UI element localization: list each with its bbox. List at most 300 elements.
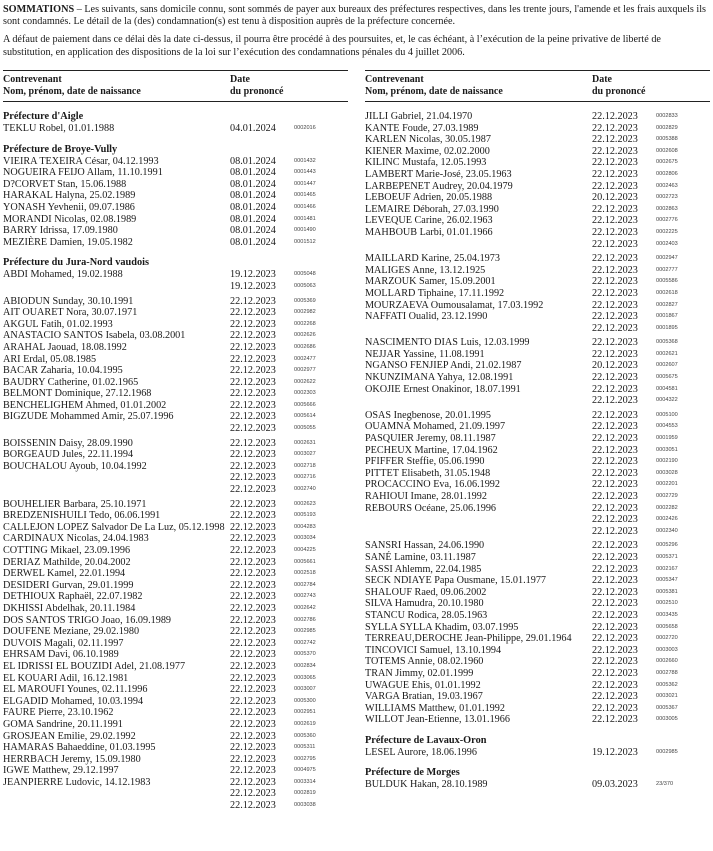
judgement-list bbox=[592, 111, 710, 123]
reference-number: 0001867 bbox=[656, 313, 678, 320]
contrevenant-name: ARI Erdal, 05.08.1985 bbox=[3, 353, 97, 365]
table-row bbox=[3, 696, 348, 708]
judgement-list bbox=[230, 510, 348, 522]
judgement-list bbox=[592, 479, 710, 491]
contrevenant-name: OKOJIE Ernest Onakinor, 18.07.1991 bbox=[365, 383, 521, 395]
reference-number: 0002716 bbox=[294, 474, 316, 481]
contrevenant-name: BARRY Idrissa, 17.09.1980 bbox=[3, 225, 118, 237]
judgement-item bbox=[230, 696, 348, 708]
table-row bbox=[365, 598, 710, 610]
judgement-date: 22.12.2023 bbox=[230, 742, 276, 754]
table-row bbox=[3, 449, 348, 461]
reference-number: 0003435 bbox=[656, 611, 678, 618]
judgement-list bbox=[592, 157, 710, 169]
contrevenant-name: YONASH Yevhenii, 09.07.1986 bbox=[3, 201, 135, 213]
reference-number: 0002190 bbox=[656, 458, 678, 465]
judgement-item bbox=[592, 468, 710, 480]
reference-number: 0005048 bbox=[294, 271, 316, 278]
judgement-list bbox=[592, 491, 710, 503]
table-row bbox=[3, 754, 348, 766]
reference-number: 0001490 bbox=[294, 227, 316, 234]
contrevenant-name: DERWEL Kamel, 22.01.1994 bbox=[3, 568, 126, 580]
judgement-item bbox=[230, 742, 348, 754]
judgement-date: 08.01.2024 bbox=[230, 213, 276, 225]
judgement-list bbox=[230, 765, 348, 777]
judgement-list bbox=[230, 354, 348, 366]
judgement-list bbox=[230, 742, 348, 754]
judgement-date: 22.12.2023 bbox=[592, 168, 638, 180]
table-row bbox=[365, 445, 710, 457]
table-row bbox=[3, 461, 348, 496]
judgement-date: 22.12.2023 bbox=[592, 667, 638, 679]
reference-number: 0005360 bbox=[294, 732, 316, 739]
reference-number: 0002720 bbox=[656, 635, 678, 642]
contrevenant-name: DETHIOUX Raphaël, 22.07.1982 bbox=[3, 591, 143, 603]
contrevenant-name: DOUFENE Meziane, 29.02.1980 bbox=[3, 626, 140, 638]
table-row bbox=[365, 575, 710, 587]
contrevenant-name: LAMBERT Marie-José, 23.05.1963 bbox=[365, 168, 512, 180]
judgement-list bbox=[230, 296, 348, 308]
judgement-item bbox=[230, 438, 348, 450]
table-row bbox=[3, 742, 348, 754]
judgement-list bbox=[592, 265, 710, 277]
judgement-date: 22.12.2023 bbox=[230, 753, 276, 765]
reference-number: 0002618 bbox=[656, 289, 678, 296]
judgement-list bbox=[230, 461, 348, 496]
judgement-list bbox=[592, 433, 710, 445]
table-row bbox=[3, 673, 348, 685]
judgement-date: 22.12.2023 bbox=[592, 299, 638, 311]
left-column bbox=[3, 70, 348, 815]
table-row bbox=[365, 633, 710, 645]
judgement-item bbox=[592, 337, 710, 349]
judgement-list bbox=[592, 204, 710, 216]
reference-number: 0002621 bbox=[656, 350, 678, 357]
contrevenant-name: IGWE Matthew, 29.12.1997 bbox=[3, 765, 119, 777]
judgement-date: 22.12.2023 bbox=[230, 510, 276, 522]
reference-number: 0002608 bbox=[656, 147, 678, 154]
reference-number: 0002795 bbox=[294, 755, 316, 762]
judgement-date: 22.12.2023 bbox=[592, 395, 638, 407]
reference-number: 0001447 bbox=[294, 180, 316, 187]
judgement-item bbox=[230, 214, 348, 226]
judgement-date: 22.12.2023 bbox=[230, 472, 276, 484]
judgement-list bbox=[230, 557, 348, 569]
contrevenant-name: PECHEUX Martine, 17.04.1962 bbox=[365, 444, 498, 456]
contrevenant-name: REBOURS Océane, 25.06.1996 bbox=[365, 502, 497, 514]
judgement-list bbox=[230, 202, 348, 214]
table-row bbox=[3, 400, 348, 412]
judgement-list bbox=[592, 123, 710, 135]
judgement-item bbox=[592, 276, 710, 288]
reference-number: 0002982 bbox=[294, 309, 316, 316]
table-row bbox=[365, 134, 710, 146]
judgement-list bbox=[592, 703, 710, 715]
judgement-list bbox=[230, 661, 348, 673]
judgement-item bbox=[230, 649, 348, 661]
contrevenant-name: SECK NDIAYE Papa Ousmane, 15.01.1977 bbox=[365, 575, 547, 587]
judgement-date: 22.12.2023 bbox=[230, 318, 276, 330]
contrevenant-name: FAURE Pierre, 23.10.1962 bbox=[3, 707, 114, 719]
contrevenant-name: JILLI Gabriel, 21.04.1970 bbox=[365, 111, 473, 122]
table-row bbox=[365, 123, 710, 135]
contrevenant-name: BORGEAUD Jules, 22.11.1994 bbox=[3, 449, 134, 461]
judgement-list bbox=[592, 503, 710, 538]
table-row bbox=[365, 192, 710, 204]
judgement-list bbox=[592, 410, 710, 422]
judgement-list bbox=[230, 179, 348, 191]
judgement-item bbox=[230, 179, 348, 191]
judgement-item bbox=[230, 800, 348, 812]
judgement-item bbox=[230, 190, 348, 202]
judgement-date: 22.12.2023 bbox=[592, 491, 638, 502]
table-row bbox=[3, 388, 348, 400]
judgement-item bbox=[230, 684, 348, 696]
judgement-date: 22.12.2023 bbox=[592, 180, 638, 192]
judgement-list bbox=[230, 411, 348, 434]
contrevenant-name: GROSJEAN Emilie, 29.02.1992 bbox=[3, 730, 136, 742]
judgement-item bbox=[592, 111, 710, 123]
table-row bbox=[365, 337, 710, 349]
judgement-date: 22.12.2023 bbox=[592, 337, 638, 349]
table-header bbox=[3, 71, 348, 102]
judgement-date: 22.12.2023 bbox=[592, 525, 638, 537]
table-row bbox=[365, 276, 710, 288]
contrevenant-name: LEMAIRE Déborah, 27.03.1990 bbox=[365, 203, 499, 215]
judgement-date: 22.12.2023 bbox=[592, 145, 638, 157]
right-column bbox=[365, 70, 710, 791]
judgement-date: 22.12.2023 bbox=[592, 409, 638, 421]
judgement-item bbox=[230, 522, 348, 534]
judgement-date: 22.12.2023 bbox=[592, 157, 638, 169]
reference-number: 0002623 bbox=[294, 500, 316, 507]
judgement-date: 22.12.2023 bbox=[592, 598, 638, 610]
reference-number: 0002619 bbox=[294, 720, 316, 727]
contrevenant-name: LEBOEUF Adrien, 20.05.1988 bbox=[365, 192, 493, 204]
reference-number: 0001465 bbox=[294, 192, 316, 199]
judgement-list bbox=[592, 598, 710, 610]
reference-number: 0005367 bbox=[656, 704, 678, 711]
judgement-list bbox=[592, 421, 710, 433]
judgement-date: 22.12.2023 bbox=[230, 449, 276, 461]
judgement-item bbox=[592, 552, 710, 564]
table-row bbox=[3, 354, 348, 366]
judgement-item bbox=[230, 673, 348, 685]
contrevenant-name: HAMARAS Bahaeddine, 01.03.1995 bbox=[3, 742, 156, 754]
reference-number: 0004581 bbox=[656, 385, 678, 392]
judgement-item bbox=[230, 472, 348, 484]
judgement-list bbox=[230, 190, 348, 202]
judgement-list bbox=[230, 580, 348, 592]
contrevenant-name: SANÉ Lamine, 03.11.1987 bbox=[365, 551, 476, 563]
judgement-date: 22.12.2023 bbox=[230, 602, 276, 614]
table-row bbox=[365, 779, 710, 791]
judgement-item bbox=[230, 449, 348, 461]
judgement-list bbox=[230, 167, 348, 179]
judgement-list bbox=[592, 575, 710, 587]
reference-number: 0005063 bbox=[294, 282, 316, 289]
judgement-item bbox=[592, 779, 710, 791]
contrevenant-name: KARLEN Nicolas, 30.05.1987 bbox=[365, 134, 491, 146]
judgement-item bbox=[592, 575, 710, 587]
contrevenant-name: OUAMNA Mohamed, 21.09.1997 bbox=[365, 421, 506, 433]
reference-number: 0001432 bbox=[294, 157, 316, 164]
table-row bbox=[3, 307, 348, 319]
judgement-date: 22.12.2023 bbox=[230, 637, 276, 649]
prefecture-section bbox=[3, 257, 348, 811]
judgement-list bbox=[230, 438, 348, 450]
reference-number: 0004553 bbox=[656, 423, 678, 430]
judgement-date: 22.12.2023 bbox=[592, 479, 638, 491]
judgement-date: 08.01.2024 bbox=[230, 178, 276, 190]
judgement-item bbox=[230, 354, 348, 366]
judgement-item bbox=[592, 239, 710, 251]
judgement-item bbox=[592, 633, 710, 645]
table-row bbox=[3, 411, 348, 434]
reference-number: 0005300 bbox=[294, 697, 316, 704]
judgement-list bbox=[592, 656, 710, 668]
judgement-item bbox=[230, 533, 348, 545]
reference-number: 0003003 bbox=[656, 646, 678, 653]
contrevenant-name: MALIGES Anne, 13.12.1925 bbox=[365, 264, 486, 276]
judgement-item bbox=[230, 580, 348, 592]
judgement-date: 08.01.2024 bbox=[230, 190, 276, 202]
reference-number: 0002829 bbox=[656, 124, 678, 131]
judgement-date: 22.12.2023 bbox=[592, 609, 638, 621]
contrevenant-name: BELMONT Dominique, 27.12.1968 bbox=[3, 388, 152, 400]
reference-number: 0002426 bbox=[656, 516, 678, 523]
table-row bbox=[365, 265, 710, 277]
judgement-date: 22.12.2023 bbox=[230, 307, 276, 319]
reference-number: 0002718 bbox=[294, 462, 316, 469]
prefecture-section bbox=[3, 111, 348, 135]
judgement-list bbox=[230, 626, 348, 638]
judgement-list bbox=[230, 499, 348, 511]
judgement-item bbox=[592, 253, 710, 265]
contrevenant-name: SANSRI Hassan, 24.06.1990 bbox=[365, 540, 485, 552]
table-row bbox=[3, 719, 348, 731]
judgement-date: 22.12.2023 bbox=[592, 348, 638, 360]
table-row bbox=[365, 288, 710, 300]
contrevenant-name: PROCACCINO Eva, 16.06.1992 bbox=[365, 479, 500, 491]
table-row bbox=[3, 237, 348, 249]
judgement-list bbox=[592, 468, 710, 480]
judgement-list bbox=[230, 330, 348, 342]
table-row bbox=[3, 179, 348, 191]
reference-number: 0002729 bbox=[656, 493, 678, 499]
judgement-date: 22.12.2023 bbox=[592, 621, 638, 633]
contrevenant-name: HARAKAL Halyna, 25.02.1989 bbox=[3, 190, 136, 202]
judgement-date: 08.01.2024 bbox=[230, 155, 276, 167]
judgement-item bbox=[592, 372, 710, 384]
judgement-date: 22.12.2023 bbox=[230, 460, 276, 472]
table-row bbox=[3, 330, 348, 342]
judgement-item bbox=[592, 514, 710, 526]
judgement-item bbox=[592, 300, 710, 312]
judgement-list bbox=[230, 225, 348, 237]
reference-number: 0005371 bbox=[656, 553, 678, 560]
judgement-list bbox=[230, 533, 348, 545]
judgement-list bbox=[592, 384, 710, 407]
prefecture-title: Préfecture de Lavaux-Oron bbox=[365, 734, 487, 746]
judgement-list bbox=[592, 691, 710, 703]
judgement-item bbox=[592, 192, 710, 204]
contrevenant-name: DUVOIS Magali, 02.11.1997 bbox=[3, 637, 124, 649]
reference-number: 0002985 bbox=[294, 628, 316, 635]
judgement-date: 22.12.2023 bbox=[592, 287, 638, 299]
reference-number: 0005658 bbox=[656, 623, 678, 630]
reference-number: 0003314 bbox=[294, 778, 316, 785]
contrevenant-name: LARBEPENET Audrey, 20.04.1979 bbox=[365, 180, 513, 192]
judgement-list bbox=[230, 307, 348, 319]
judgement-item bbox=[592, 433, 710, 445]
judgement-list bbox=[592, 633, 710, 645]
intro-paragraph-1: SOMMATIONS – Les suivants, sans domicile connu, sont sommés de payer aux bureaux des préfectures respectives, dans les trente jours, l'amende et les frais auxquels ils sont condamnés. Le détail de la (des) condamnation(s) est tenu à disposition auprès de la préfecture concernée. bbox=[3, 4, 707, 28]
reference-number: 0005381 bbox=[656, 588, 678, 595]
table-row bbox=[365, 503, 710, 538]
judgement-date: 22.12.2023 bbox=[230, 295, 276, 307]
table-row bbox=[365, 372, 710, 384]
contrevenant-name: DKHISSI Abdelhak, 20.11.1984 bbox=[3, 602, 136, 614]
judgement-item bbox=[230, 237, 348, 249]
contrevenant-name: GOMA Sandrine, 20.11.1991 bbox=[3, 718, 123, 730]
reference-number: 0002740 bbox=[294, 486, 316, 493]
contrevenant-name: BREDZENISHUILI Tedo, 06.06.1991 bbox=[3, 510, 161, 522]
judgement-date: 19.12.2023 bbox=[592, 746, 638, 758]
judgement-list bbox=[592, 192, 710, 204]
judgement-item bbox=[592, 668, 710, 680]
contrevenant-name: BOUCHALOU Ayoub, 10.04.1992 bbox=[3, 460, 147, 472]
contrevenant-name: LESEL Aurore, 18.06.1996 bbox=[365, 746, 477, 758]
table-row bbox=[3, 522, 348, 534]
reference-number: 0005193 bbox=[294, 512, 316, 519]
contrevenant-name: RAHIOUI Imane, 28.01.1992 bbox=[365, 491, 487, 502]
judgement-date: 22.12.2023 bbox=[230, 672, 276, 684]
judgement-date: 22.12.2023 bbox=[592, 203, 638, 215]
contrevenant-name: SYLLA SYLLA Khadim, 03.07.1995 bbox=[365, 621, 519, 633]
judgement-list bbox=[592, 134, 710, 146]
contrevenant-name: BIGZUDE Mohammed Amir, 25.07.1996 bbox=[3, 411, 174, 423]
judgement-item bbox=[230, 202, 348, 214]
judgement-date: 22.12.2023 bbox=[230, 718, 276, 730]
judgement-date: 22.12.2023 bbox=[592, 433, 638, 445]
judgement-item bbox=[592, 410, 710, 422]
contrevenant-name: WILLIAMS Matthew, 01.01.1992 bbox=[365, 702, 505, 714]
judgement-item bbox=[592, 311, 710, 323]
judgement-item bbox=[592, 123, 710, 135]
table-row bbox=[365, 456, 710, 468]
judgement-date: 22.12.2023 bbox=[592, 311, 638, 323]
judgement-item bbox=[230, 719, 348, 731]
judgement-list bbox=[230, 449, 348, 461]
table-row bbox=[3, 438, 348, 450]
judgement-date: 22.12.2023 bbox=[592, 122, 638, 134]
judgement-list bbox=[592, 276, 710, 288]
judgement-item bbox=[230, 365, 348, 377]
judgement-list bbox=[230, 545, 348, 557]
judgement-item bbox=[230, 661, 348, 673]
header-contrevenant: Contrevenant Nom, prénom, date de naissance bbox=[3, 74, 141, 97]
judgement-item bbox=[592, 540, 710, 552]
judgement-item bbox=[230, 400, 348, 412]
judgement-date: 22.12.2023 bbox=[592, 656, 638, 668]
contrevenant-name: ANASTACIO SANTOS Isabela, 03.08.2001 bbox=[3, 330, 186, 342]
judgement-item bbox=[230, 484, 348, 496]
contrevenant-name: EL MAROUFI Younes, 02.11.1996 bbox=[3, 684, 148, 696]
judgement-item bbox=[592, 349, 710, 361]
contrevenant-name: TRAN Jimmy, 02.01.1999 bbox=[365, 667, 474, 679]
judgement-item bbox=[592, 479, 710, 491]
reference-number: 0002675 bbox=[656, 159, 678, 166]
judgement-date: 22.12.2023 bbox=[230, 411, 276, 423]
judgement-item bbox=[230, 319, 348, 331]
judgement-list bbox=[230, 269, 348, 292]
judgement-item bbox=[230, 411, 348, 423]
judgement-list bbox=[230, 377, 348, 389]
judgement-list bbox=[592, 360, 710, 372]
judgement-list bbox=[592, 288, 710, 300]
judgement-date: 22.12.2023 bbox=[230, 626, 276, 638]
reference-number: 0003051 bbox=[656, 446, 678, 453]
judgement-list bbox=[230, 731, 348, 743]
reference-number: 0005368 bbox=[656, 339, 678, 346]
judgement-item bbox=[592, 598, 710, 610]
table-row bbox=[3, 591, 348, 603]
judgement-list bbox=[230, 649, 348, 661]
contrevenant-name: ABDI Mohamed, 19.02.1988 bbox=[3, 269, 123, 281]
table-row bbox=[3, 365, 348, 377]
contrevenant-name: JEANPIERRE Ludovic, 14.12.1983 bbox=[3, 776, 151, 788]
judgement-list bbox=[230, 615, 348, 627]
judgement-item bbox=[230, 342, 348, 354]
judgement-item bbox=[592, 181, 710, 193]
judgement-item bbox=[230, 377, 348, 389]
judgement-item bbox=[592, 134, 710, 146]
judgement-list bbox=[592, 779, 710, 791]
judgement-date: 22.12.2023 bbox=[592, 714, 638, 726]
judgement-list bbox=[230, 684, 348, 696]
judgement-date: 22.12.2023 bbox=[592, 644, 638, 656]
judgement-item bbox=[230, 557, 348, 569]
reference-number: 0001481 bbox=[294, 215, 316, 222]
table-header bbox=[365, 71, 710, 102]
reference-number: 0005388 bbox=[656, 136, 678, 143]
reference-number: 0004322 bbox=[656, 397, 678, 404]
judgement-item bbox=[230, 603, 348, 615]
table-row bbox=[3, 615, 348, 627]
judgement-list bbox=[230, 754, 348, 766]
judgement-item bbox=[592, 714, 710, 726]
judgement-date: 19.12.2023 bbox=[230, 280, 276, 292]
table-row bbox=[365, 691, 710, 703]
judgement-item bbox=[592, 323, 710, 335]
table-row bbox=[365, 656, 710, 668]
judgement-date: 22.12.2023 bbox=[592, 421, 638, 433]
table-row bbox=[365, 703, 710, 715]
judgement-item bbox=[592, 610, 710, 622]
judgement-list bbox=[592, 349, 710, 361]
contrevenant-name: COTTING Mikael, 23.09.1996 bbox=[3, 545, 131, 556]
contrevenant-name: NKUNZIMANA Yahya, 12.08.1991 bbox=[365, 372, 514, 384]
contrevenant-name: MOURZAEVA Oumousalamat, 17.03.1992 bbox=[365, 299, 544, 311]
judgement-list bbox=[592, 714, 710, 726]
judgement-date: 20.12.2023 bbox=[592, 192, 638, 204]
judgement-date: 08.01.2024 bbox=[230, 225, 276, 237]
contrevenant-name: PFIFFER Steffie, 05.06.1990 bbox=[365, 456, 485, 468]
table-row bbox=[365, 668, 710, 680]
table-row bbox=[365, 146, 710, 158]
judgement-list bbox=[230, 400, 348, 412]
